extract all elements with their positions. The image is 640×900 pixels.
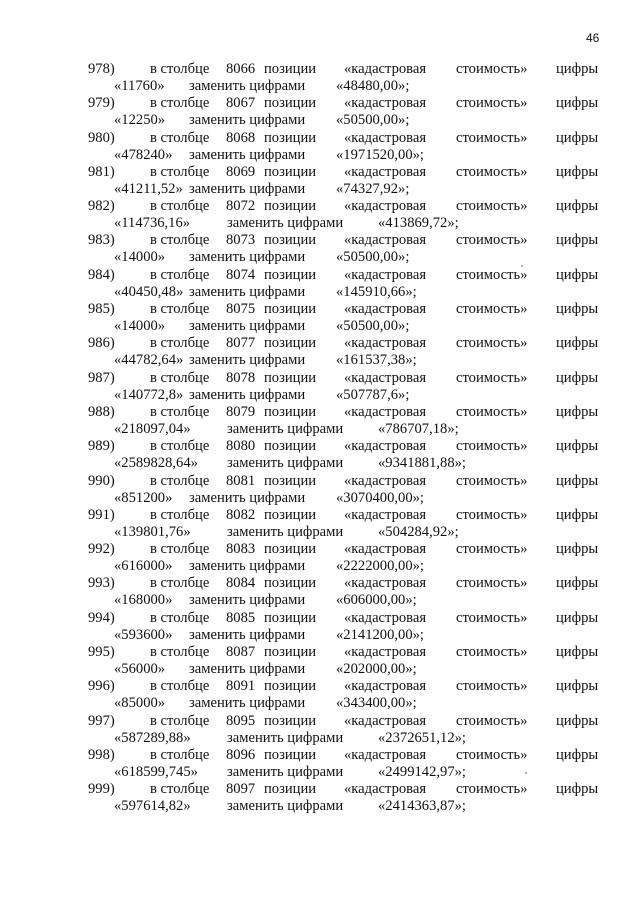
new-value: «9341881,88»; bbox=[378, 455, 466, 472]
item-number: 978) bbox=[88, 61, 115, 77]
in-column-label: в столбце bbox=[150, 232, 210, 249]
column-number: 8077 bbox=[226, 335, 256, 352]
in-column-label: в столбце bbox=[150, 575, 210, 592]
digits-label: цифры bbox=[556, 712, 599, 729]
digits-label: цифры bbox=[556, 266, 599, 283]
replace-label: заменить цифрами bbox=[189, 180, 306, 197]
new-value: «2141200,00»; bbox=[336, 626, 424, 643]
digits-label: цифры bbox=[556, 95, 599, 112]
column-number: 8080 bbox=[226, 438, 256, 455]
column-number: 8074 bbox=[226, 266, 256, 283]
replace-label: заменить цифрами bbox=[189, 558, 306, 575]
position-label: позиции bbox=[264, 644, 317, 661]
value-label: стоимость» bbox=[456, 609, 528, 626]
digits-label: цифры bbox=[556, 129, 599, 146]
in-column-label: в столбце bbox=[150, 129, 210, 146]
old-value: «85000» bbox=[114, 695, 166, 712]
value-label: стоимость» bbox=[456, 712, 528, 729]
cadastral-label: «кадастровая bbox=[344, 438, 427, 455]
item-number: 997) bbox=[88, 712, 115, 729]
new-value: «161537,38»; bbox=[336, 352, 417, 369]
column-number: 8075 bbox=[226, 301, 256, 318]
new-value: «3070400,00»; bbox=[336, 489, 424, 506]
column-number: 8079 bbox=[226, 403, 256, 420]
new-value: «2414363,87»; bbox=[378, 798, 466, 815]
item-number: 979) bbox=[88, 95, 115, 112]
cadastral-label: «кадастровая bbox=[344, 609, 427, 626]
old-value: «618599,745» bbox=[114, 763, 198, 780]
cadastral-label: «кадастровая bbox=[344, 266, 427, 283]
new-value: «1971520,00»; bbox=[336, 146, 424, 163]
column-number: 8069 bbox=[226, 163, 256, 180]
position-label: позиции bbox=[264, 712, 317, 729]
digits-label: цифры bbox=[556, 301, 599, 318]
replace-label: заменить цифрами bbox=[189, 352, 306, 369]
value-label: стоимость» bbox=[456, 301, 528, 318]
new-value: «145910,66»; bbox=[336, 283, 417, 300]
cadastral-label: «кадастровая bbox=[344, 61, 427, 77]
cadastral-label: «кадастровая bbox=[344, 163, 427, 180]
column-number: 8068 bbox=[226, 129, 256, 146]
column-number: 8097 bbox=[226, 781, 256, 798]
replace-label: заменить цифрами bbox=[189, 112, 306, 129]
item-number: 992) bbox=[88, 541, 115, 558]
position-label: позиции bbox=[264, 129, 317, 146]
old-value: «851200» bbox=[114, 489, 173, 506]
old-value: «616000» bbox=[114, 558, 173, 575]
cadastral-label: «кадастровая bbox=[344, 644, 427, 661]
cadastral-label: «кадастровая bbox=[344, 403, 427, 420]
in-column-label: в столбце bbox=[150, 369, 210, 386]
value-label: стоимость» bbox=[456, 746, 528, 763]
cadastral-label: «кадастровая bbox=[344, 369, 427, 386]
value-label: стоимость» bbox=[456, 644, 528, 661]
position-label: позиции bbox=[264, 301, 317, 318]
column-number: 8082 bbox=[226, 506, 256, 523]
amendment-item bbox=[0, 404, 640, 438]
amendment-item bbox=[0, 781, 640, 815]
digits-label: цифры bbox=[556, 163, 599, 180]
amendment-item bbox=[0, 747, 640, 781]
digits-label: цифры bbox=[556, 609, 599, 626]
amendment-item bbox=[0, 335, 640, 369]
digits-label: цифры bbox=[556, 541, 599, 558]
item-number: 995) bbox=[88, 644, 115, 661]
item-number: 994) bbox=[88, 609, 115, 626]
old-value: «40450,48» bbox=[114, 283, 184, 300]
cadastral-label: «кадастровая bbox=[344, 781, 427, 798]
amendment-item bbox=[0, 610, 640, 644]
cadastral-label: «кадастровая bbox=[344, 335, 427, 352]
digits-label: цифры bbox=[556, 369, 599, 386]
in-column-label: в столбце bbox=[150, 198, 210, 215]
position-label: позиции bbox=[264, 609, 317, 626]
new-value: «606000,00»; bbox=[336, 592, 417, 609]
amendment-item bbox=[0, 473, 640, 507]
new-value: «2222000,00»; bbox=[336, 558, 424, 575]
new-value: «504284,92»; bbox=[378, 523, 459, 540]
amendment-item bbox=[0, 713, 640, 747]
amendment-item bbox=[0, 164, 640, 198]
old-value: «140772,8» bbox=[114, 386, 184, 403]
amendment-item bbox=[0, 130, 640, 164]
cadastral-label: «кадастровая bbox=[344, 506, 427, 523]
item-number: 988) bbox=[88, 403, 115, 420]
old-value: «2589828,64» bbox=[114, 455, 198, 472]
item-number: 985) bbox=[88, 301, 115, 318]
value-label: стоимость» bbox=[456, 266, 528, 283]
position-label: позиции bbox=[264, 61, 317, 77]
column-number: 8067 bbox=[226, 95, 256, 112]
item-number: 996) bbox=[88, 678, 115, 695]
digits-label: цифры bbox=[556, 61, 599, 77]
old-value: «587289,88» bbox=[114, 729, 191, 746]
value-label: стоимость» bbox=[456, 335, 528, 352]
item-number: 982) bbox=[88, 198, 115, 215]
column-number: 8087 bbox=[226, 644, 256, 661]
replace-label: заменить цифрами bbox=[189, 78, 306, 94]
amendment-list bbox=[0, 61, 640, 816]
in-column-label: в столбце bbox=[150, 472, 210, 489]
cadastral-label: «кадастровая bbox=[344, 712, 427, 729]
position-label: позиции bbox=[264, 198, 317, 215]
cadastral-label: «кадастровая bbox=[344, 95, 427, 112]
amendment-item bbox=[0, 438, 640, 472]
amendment-item bbox=[0, 541, 640, 575]
replace-label: заменить цифрами bbox=[227, 798, 344, 815]
new-value: «50500,00»; bbox=[336, 318, 410, 335]
position-label: позиции bbox=[264, 95, 317, 112]
digits-label: цифры bbox=[556, 403, 599, 420]
item-number: 980) bbox=[88, 129, 115, 146]
column-number: 8073 bbox=[226, 232, 256, 249]
in-column-label: в столбце bbox=[150, 301, 210, 318]
old-value: «14000» bbox=[114, 318, 166, 335]
item-number: 998) bbox=[88, 746, 115, 763]
amendment-item bbox=[0, 575, 640, 609]
item-number: 999) bbox=[88, 781, 115, 798]
column-number: 8072 bbox=[226, 198, 256, 215]
replace-label: заменить цифрами bbox=[189, 489, 306, 506]
position-label: позиции bbox=[264, 163, 317, 180]
value-label: стоимость» bbox=[456, 541, 528, 558]
replace-label: заменить цифрами bbox=[227, 523, 344, 540]
replace-label: заменить цифрами bbox=[189, 283, 306, 300]
in-column-label: в столбце bbox=[150, 438, 210, 455]
amendment-item bbox=[0, 232, 640, 266]
in-column-label: в столбце bbox=[150, 712, 210, 729]
amendment-item bbox=[0, 267, 640, 301]
item-number: 983) bbox=[88, 232, 115, 249]
new-value: «786707,18»; bbox=[378, 420, 459, 437]
digits-label: цифры bbox=[556, 746, 599, 763]
old-value: «12250» bbox=[114, 112, 166, 129]
in-column-label: в столбце bbox=[150, 781, 210, 798]
cadastral-label: «кадастровая bbox=[344, 301, 427, 318]
in-column-label: в столбце bbox=[150, 266, 210, 283]
old-value: «114736,16» bbox=[114, 215, 191, 232]
column-number: 8096 bbox=[226, 746, 256, 763]
scan-speck bbox=[521, 265, 523, 267]
old-value: «139801,76» bbox=[114, 523, 191, 540]
position-label: позиции bbox=[264, 369, 317, 386]
digits-label: цифры bbox=[556, 232, 599, 249]
in-column-label: в столбце bbox=[150, 678, 210, 695]
amendment-item bbox=[0, 644, 640, 678]
cadastral-label: «кадастровая bbox=[344, 746, 427, 763]
value-label: стоимость» bbox=[456, 232, 528, 249]
column-number: 8084 bbox=[226, 575, 256, 592]
old-value: «44782,64» bbox=[114, 352, 184, 369]
replace-label: заменить цифрами bbox=[189, 386, 306, 403]
digits-label: цифры bbox=[556, 644, 599, 661]
column-number: 8078 bbox=[226, 369, 256, 386]
position-label: позиции bbox=[264, 472, 317, 489]
value-label: стоимость» bbox=[456, 129, 528, 146]
amendment-item bbox=[0, 95, 640, 129]
in-column-label: в столбце bbox=[150, 403, 210, 420]
new-value: «343400,00»; bbox=[336, 695, 417, 712]
digits-label: цифры bbox=[556, 438, 599, 455]
new-value: «2372651,12»; bbox=[378, 729, 466, 746]
position-label: позиции bbox=[264, 438, 317, 455]
old-value: «218097,04» bbox=[114, 420, 191, 437]
item-number: 987) bbox=[88, 369, 115, 386]
item-number: 990) bbox=[88, 472, 115, 489]
amendment-item bbox=[0, 507, 640, 541]
new-value: «413869,72»; bbox=[378, 215, 459, 232]
in-column-label: в столбце bbox=[150, 95, 210, 112]
new-value: «74327,92»; bbox=[336, 180, 410, 197]
value-label: стоимость» bbox=[456, 575, 528, 592]
position-label: позиции bbox=[264, 335, 317, 352]
replace-label: заменить цифрами bbox=[189, 592, 306, 609]
position-label: позиции bbox=[264, 541, 317, 558]
in-column-label: в столбце bbox=[150, 335, 210, 352]
column-number: 8083 bbox=[226, 541, 256, 558]
value-label: стоимость» bbox=[456, 506, 528, 523]
position-label: позиции bbox=[264, 266, 317, 283]
digits-label: цифры bbox=[556, 506, 599, 523]
replace-label: заменить цифрами bbox=[227, 763, 344, 780]
amendment-item bbox=[0, 678, 640, 712]
new-value: «507787,6»; bbox=[336, 386, 410, 403]
amendment-item bbox=[0, 61, 640, 95]
position-label: позиции bbox=[264, 506, 317, 523]
new-value: «50500,00»; bbox=[336, 249, 410, 266]
value-label: стоимость» bbox=[456, 678, 528, 695]
new-value: «50500,00»; bbox=[336, 112, 410, 129]
amendment-item bbox=[0, 198, 640, 232]
amendment-item bbox=[0, 301, 640, 335]
value-label: стоимость» bbox=[456, 163, 528, 180]
item-number: 991) bbox=[88, 506, 115, 523]
in-column-label: в столбце bbox=[150, 506, 210, 523]
position-label: позиции bbox=[264, 232, 317, 249]
replace-label: заменить цифрами bbox=[227, 215, 344, 232]
position-label: позиции bbox=[264, 678, 317, 695]
in-column-label: в столбце bbox=[150, 644, 210, 661]
cadastral-label: «кадастровая bbox=[344, 129, 427, 146]
value-label: стоимость» bbox=[456, 781, 528, 798]
replace-label: заменить цифрами bbox=[189, 695, 306, 712]
in-column-label: в столбце bbox=[150, 746, 210, 763]
value-label: стоимость» bbox=[456, 438, 528, 455]
position-label: позиции bbox=[264, 575, 317, 592]
cadastral-label: «кадастровая bbox=[344, 541, 427, 558]
replace-label: заменить цифрами bbox=[189, 146, 306, 163]
value-label: стоимость» bbox=[456, 403, 528, 420]
cadastral-label: «кадастровая bbox=[344, 575, 427, 592]
item-number: 986) bbox=[88, 335, 115, 352]
replace-label: заменить цифрами bbox=[189, 318, 306, 335]
page-number: 46 bbox=[586, 31, 600, 45]
column-number: 8081 bbox=[226, 472, 256, 489]
column-number: 8095 bbox=[226, 712, 256, 729]
item-number: 989) bbox=[88, 438, 115, 455]
new-value: «202000,00»; bbox=[336, 661, 417, 678]
in-column-label: в столбце bbox=[150, 541, 210, 558]
replace-label: заменить цифрами bbox=[189, 249, 306, 266]
in-column-label: в столбце bbox=[150, 609, 210, 626]
digits-label: цифры bbox=[556, 198, 599, 215]
old-value: «168000» bbox=[114, 592, 173, 609]
digits-label: цифры bbox=[556, 472, 599, 489]
old-value: «11760» bbox=[114, 78, 165, 94]
position-label: позиции bbox=[264, 781, 317, 798]
replace-label: заменить цифрами bbox=[189, 626, 306, 643]
old-value: «593600» bbox=[114, 626, 173, 643]
cadastral-label: «кадастровая bbox=[344, 198, 427, 215]
replace-label: заменить цифрами bbox=[227, 729, 344, 746]
value-label: стоимость» bbox=[456, 198, 528, 215]
value-label: стоимость» bbox=[456, 472, 528, 489]
value-label: стоимость» bbox=[456, 369, 528, 386]
column-number: 8091 bbox=[226, 678, 256, 695]
cadastral-label: «кадастровая bbox=[344, 232, 427, 249]
position-label: позиции bbox=[264, 746, 317, 763]
new-value: «48480,00»; bbox=[336, 78, 410, 94]
replace-label: заменить цифрами bbox=[227, 420, 344, 437]
old-value: «14000» bbox=[114, 249, 166, 266]
position-label: позиции bbox=[264, 403, 317, 420]
value-label: стоимость» bbox=[456, 95, 528, 112]
in-column-label: в столбце bbox=[150, 61, 210, 77]
column-number: 8085 bbox=[226, 609, 256, 626]
old-value: «597614,82» bbox=[114, 798, 191, 815]
digits-label: цифры bbox=[556, 781, 599, 798]
item-number: 993) bbox=[88, 575, 115, 592]
old-value: «56000» bbox=[114, 661, 166, 678]
replace-label: заменить цифрами bbox=[189, 661, 306, 678]
cadastral-label: «кадастровая bbox=[344, 678, 427, 695]
in-column-label: в столбце bbox=[150, 163, 210, 180]
digits-label: цифры bbox=[556, 335, 599, 352]
item-number: 984) bbox=[88, 266, 115, 283]
replace-label: заменить цифрами bbox=[227, 455, 344, 472]
cadastral-label: «кадастровая bbox=[344, 472, 427, 489]
item-number: 981) bbox=[88, 163, 115, 180]
new-value: «2499142,97»; bbox=[378, 763, 466, 780]
column-number: 8066 bbox=[226, 61, 256, 77]
digits-label: цифры bbox=[556, 575, 599, 592]
digits-label: цифры bbox=[556, 678, 599, 695]
amendment-item bbox=[0, 370, 640, 404]
old-value: «41211,52» bbox=[114, 180, 183, 197]
value-label: стоимость» bbox=[456, 61, 528, 77]
scan-speck bbox=[525, 772, 527, 774]
old-value: «478240» bbox=[114, 146, 173, 163]
